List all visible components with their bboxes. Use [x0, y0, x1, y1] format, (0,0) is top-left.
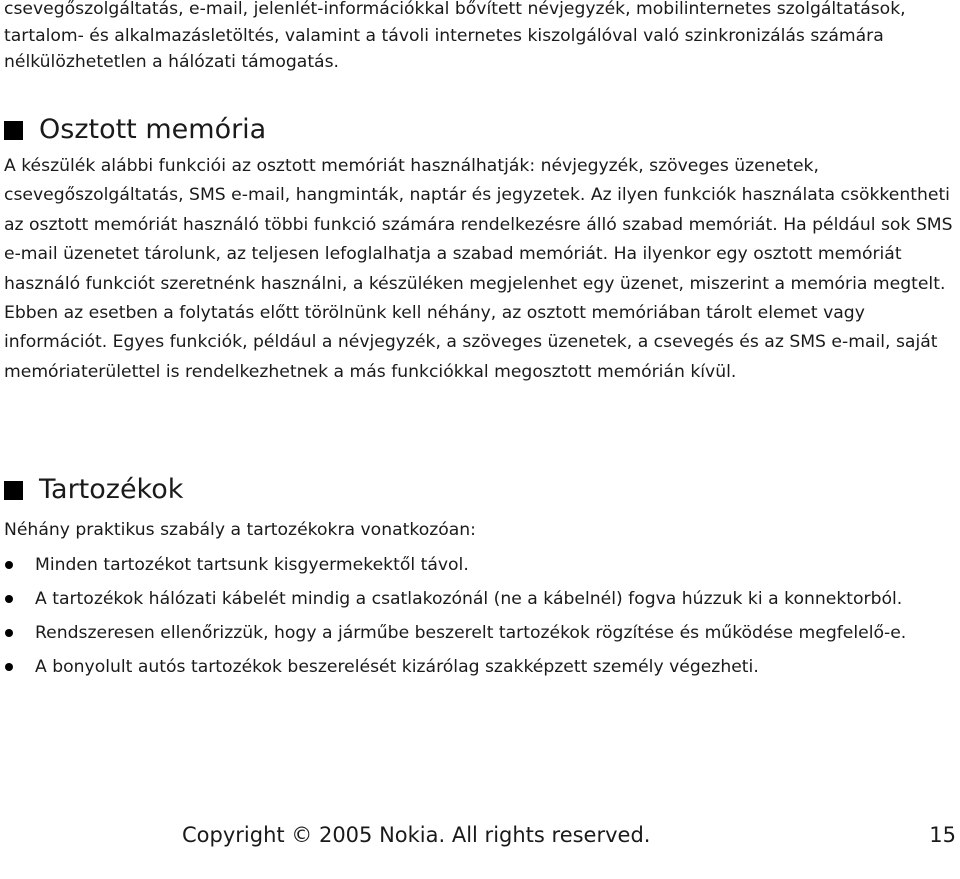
- page-number: 15: [929, 823, 956, 847]
- accessories-bullet-list: [4, 551, 954, 687]
- copyright-notice: Copyright © 2005 Nokia. All rights reserved.: [182, 823, 651, 847]
- intro-paragraph: csevegőszolgáltatás, e-mail, jelenlét-információkkal bővített névjegyzék, mobilinternetes szolgáltatások, tartalom- és alkalmazásletöltés, valamint a távoli internetes kiszolgálóval való szinkronizálás számára nélkülözhetetlen a hálózati támogatás.: [4, 0, 906, 72]
- square-bullet-icon: [4, 121, 23, 140]
- bullet-dot-icon: [5, 663, 13, 671]
- bullet-dot-icon: [5, 595, 13, 603]
- list-item-text: A tartozékok hálózati kábelét mindig a csatlakozónál (ne a kábelnél) fogva húzzuk ki a konnektorból.: [35, 589, 903, 609]
- list-item: [4, 551, 954, 580]
- bullet-dot-icon: [5, 561, 13, 569]
- list-item-text: A bonyolult autós tartozékok beszerelését kizárólag szakképzett személy végezheti.: [35, 657, 759, 677]
- accessories-intro: Néhány praktikus szabály a tartozékokra vonatkozóan:: [4, 520, 476, 540]
- list-item: [4, 619, 954, 648]
- list-item-text: Rendszeresen ellenőrizzük, hogy a járműbe beszerelt tartozékok rögzítése és működése megfelelő-e.: [35, 623, 907, 643]
- list-item: [4, 653, 954, 682]
- bullet-dot-icon: [5, 629, 13, 637]
- section-heading-text: Tartozékok: [39, 474, 184, 505]
- list-item-text: Minden tartozékot tartsunk kisgyermekektől távol.: [35, 555, 469, 575]
- page-footer: [0, 818, 960, 852]
- shared-memory-paragraph: A készülék alábbi funkciói az osztott memóriát használhatják: névjegyzék, szöveges üzenetek, csevegőszolgáltatás, SMS e-mail, hangminták, naptár és jegyzetek. Az ilyen funkciók használata csökkentheti az osztott memóriát használó többi funkció számára rendelkezésre álló szabad memóriát. Ha például sok SMS e-mail üzenetet tárolunk, az teljesen lefoglalhatja a szabad memóriát. Ha ilyenkor egy osztott memóriát használó funkciót szeretnénk használni, a készüléken megjelenhet egy üzenet, miszerint a memória megtelt. Ebben az esetben a folytatás előtt törölnünk kell néhány, az osztott memóriában tárolt elemet vagy információt. Egyes funkciók, például a névjegyzék, a szöveges üzenetek, a csevegés és az SMS e-mail, saját memóriaterülettel is rendelkezhetnek a más funkciókkal megosztott memórián kívül.: [4, 156, 953, 382]
- list-item: [4, 585, 954, 614]
- section-heading-text: Osztott memória: [39, 114, 267, 145]
- section-heading-shared-memory: [4, 114, 266, 146]
- section-heading-accessories: [4, 474, 183, 506]
- square-bullet-icon: [4, 481, 23, 500]
